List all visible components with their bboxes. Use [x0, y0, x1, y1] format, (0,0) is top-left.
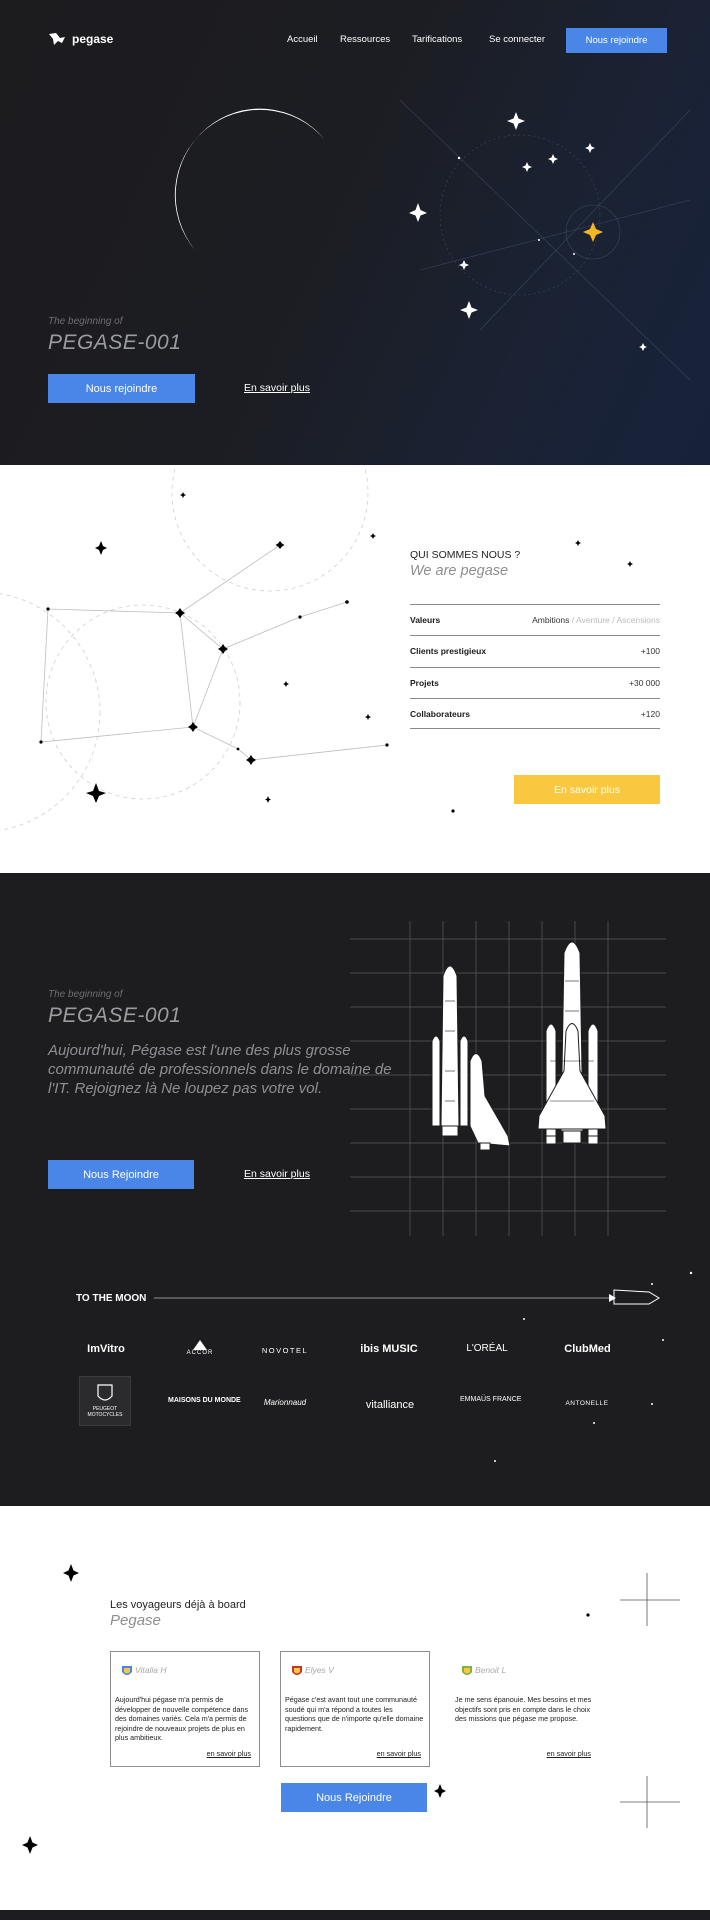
stat-label: Valeurs — [410, 615, 441, 625]
logo-text: pegase — [72, 32, 114, 46]
join-button-mission[interactable]: Nous Rejoindre — [48, 1160, 194, 1189]
learn-more-link-mission[interactable]: En savoir plus — [244, 1168, 310, 1180]
stat-row-collaborateurs — [410, 698, 660, 729]
stat-value: +30 000 — [629, 678, 660, 688]
brand-imvitro: ImVitro — [87, 1343, 125, 1355]
brand-ibis-music: ibis MUSIC — [360, 1343, 418, 1355]
brand-marionnaud: Marionnaud — [263, 1398, 307, 1407]
mission-title: PEGASE-001 — [48, 1004, 182, 1027]
stat-label: Projets — [410, 678, 439, 688]
brand-emmaus: EMMAÜS FRANCE — [460, 1396, 522, 1403]
nav-se-connecter[interactable]: Se connecter — [489, 34, 545, 45]
yellow-star-icon — [583, 222, 603, 242]
join-button-hero[interactable]: Nous rejoindre — [48, 374, 195, 403]
learn-more-button-about[interactable]: En savoir plus — [514, 775, 660, 804]
testimonial-card-1 — [110, 1651, 260, 1767]
testimonial-text: Je me sens épanouie. Mes besoins et mes objectifs sont pris en compte dans le choix des missions que pégase me propose. — [455, 1695, 592, 1723]
hero-title: PEGASE-001 — [48, 331, 182, 354]
nav-tarifications[interactable]: Tarifications — [412, 34, 463, 45]
testimonials-section — [0, 1506, 710, 1910]
pegasus-logo-icon — [48, 32, 66, 46]
footer-bar — [0, 1910, 710, 1920]
testimonial-text: Pégase c'est avant tout une communauté soudé qui m'a répond a toutes les questions que de n'importe qu'elle domaine rapidement. — [285, 1695, 424, 1733]
testimonials-subheading: Pegase — [110, 1612, 161, 1629]
about-heading: QUI SOMMES NOUS ? — [410, 549, 521, 561]
badge-shield-icon — [121, 1665, 133, 1678]
brand-accor: ACCOR — [175, 1340, 225, 1356]
hero-subtitle: The beginning of — [48, 316, 123, 327]
testimonial-text: Aujourd'hui pégase m'a permis de développer de nouvelle compétence dans des domaines variés. Cela m'a permis de rejoindre de nouveaux projets de plus en plus ambitieux. — [115, 1695, 249, 1742]
stat-row-projets — [410, 667, 660, 698]
nav-accueil[interactable]: Accueil — [287, 34, 318, 45]
testimonial-link[interactable]: en savoir plus — [376, 1749, 421, 1758]
join-button-testimonials[interactable]: Nous Rejoindre — [281, 1783, 427, 1812]
stat-row-clients — [410, 635, 660, 666]
about-subheading: We are pegase — [410, 563, 509, 579]
testimonial-card-2 — [280, 1651, 430, 1767]
mission-stars — [0, 873, 710, 1506]
stat-label: Clients prestigieux — [410, 646, 487, 656]
crescent-moon-icon — [175, 109, 325, 250]
testimonial-link[interactable]: en savoir plus — [206, 1749, 251, 1758]
brand-maisons-du-monde: MAISONS DU MONDE — [168, 1397, 241, 1404]
brand-clubmed: ClubMed — [564, 1343, 611, 1355]
brand-peugeot: PEUGEOT MOTOCYCLES — [79, 1376, 131, 1426]
mission-paragraph: Aujourd'hui, Pégase est l'une des plus grosse communauté de professionnels dans le domaine de l'IT. Rejoignez là Ne loupez pas votre vol. — [48, 1042, 392, 1097]
testimonial-name: Elyes V — [305, 1665, 334, 1675]
testimonial-name: Benoit L — [475, 1665, 507, 1675]
stat-row-valeurs — [410, 604, 660, 635]
learn-more-link-hero[interactable]: En savoir plus — [244, 382, 310, 394]
testimonial-link[interactable]: en savoir plus — [546, 1749, 591, 1758]
stat-label: Collaborateurs — [410, 708, 470, 719]
brand-antonelle: ANTONELLE — [565, 1400, 609, 1407]
about-section — [0, 465, 710, 873]
brand-novotel: NOVOTEL — [261, 1346, 309, 1355]
hero-section — [0, 0, 710, 465]
logo[interactable] — [48, 32, 113, 46]
mission-section — [0, 873, 710, 1506]
testimonials-heading: Les voyageurs déjà à board — [110, 1599, 246, 1611]
stat-value: Ambitions / Aventure / Ascensions — [532, 615, 660, 625]
nav-ressources[interactable]: Ressources — [340, 34, 391, 45]
join-button-header[interactable]: Nous rejoindre — [566, 28, 667, 53]
testimonial-name: Vitalia H — [135, 1665, 167, 1675]
brand-vitalliance: vitalliance — [365, 1399, 415, 1411]
badge-shield-icon — [291, 1665, 303, 1678]
brand-loreal: L'ORÉAL — [466, 1343, 508, 1354]
badge-shield-icon — [461, 1665, 473, 1678]
stat-value: +120 — [640, 708, 660, 719]
testimonial-card-3 — [450, 1651, 600, 1767]
mission-subtitle: The beginning of — [48, 989, 123, 1000]
stat-value: +100 — [640, 646, 660, 656]
to-the-moon-label: TO THE MOON — [76, 1293, 147, 1304]
